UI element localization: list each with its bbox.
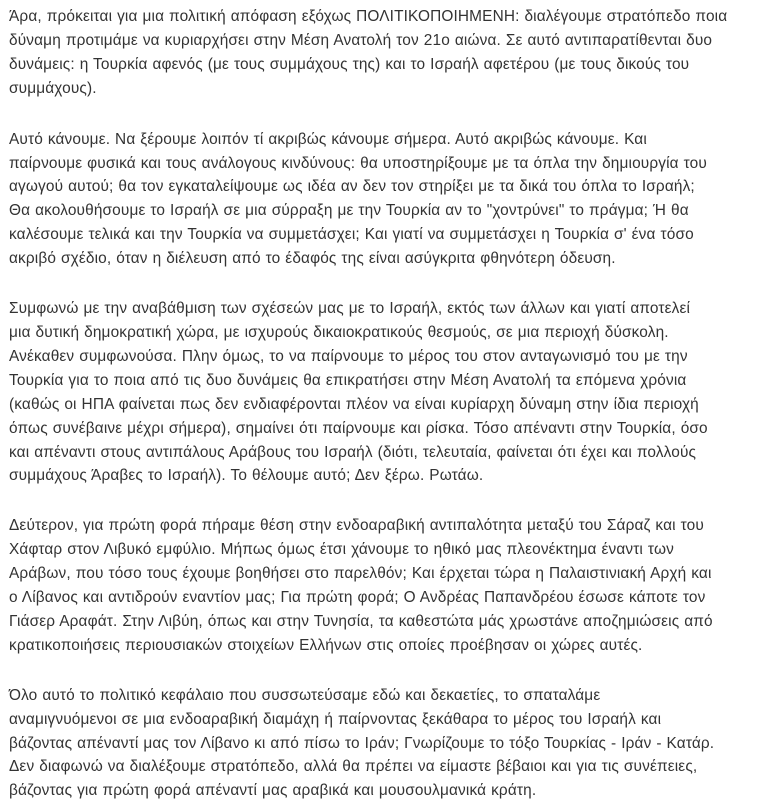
- paragraph: Άρα, πρόκειται για μια πολιτική απόφαση εξόχως ΠΟΛΙΤΙΚΟΠΟΙΗΜΕΝΗ: διαλέγουμε στρατόπεδο ποια δύναμη προτιμάμε να κυριαρχήσει στην Μέση Ανατολή τον 21ο αιώνα. Σε αυτό αντιπαρατίθενται δυο δυνάμεις: η Τουρκία αφενός (με τους συμμάχους της) και το Ισραήλ αφετέρου (με τους δικούς του συμμάχους).: [9, 8, 728, 97]
- article-body: [9, 0, 771, 803]
- paragraph: Συμφωνώ με την αναβάθμιση των σχέσεών μας με το Ισραήλ, εκτός των άλλων και γιατί αποτελεί μια δυτική δημοκρατική χώρα, με ισχυρούς δικαιοκρατικούς θεσμούς, σε μια περιοχή δύσκολη. Ανέκαθεν συμφωνούσα. Πλην όμως, το να παίρνουμε το μέρος του στον ανταγωνισμό του με την Τουρκία για το ποια από τις δυο δυνάμεις θα επικρατήσει στην Μέση Ανατολή τα επόμενα χρόνια (καθώς οι ΗΠΑ φαίνεται πως δεν ενδιαφέρονται πλέον να είναι κυρίαρχη δύναμη στην ίδια περιοχή όπως συνέβαινε μέχρι σήμερα), σημαίνει ότι παίρνουμε και ρίσκα. Τόσο απέναντι στην Τουρκία, όσο και απέναντι στους αντιπάλους Αράβους του Ισραήλ (διότι, τελευταία, φαίνεται ότι έχει και πολλούς συμμάχους Άραβες το Ισραήλ). Το θέλουμε αυτό; Δεν ξέρω. Ρωτάω.: [9, 300, 708, 485]
- paragraph: Δεύτερον, για πρώτη φορά πήραμε θέση στην ενδοαραβική αντιπαλότητα μεταξύ του Σάραζ και του Χάφταρ στον Λιβυκό εμφύλιο. Μήπως όμως έτσι χάνουμε το ηθικό μας πλεονέκτημα έναντι των Αράβων, που τόσο τους έχουμε βοηθήσει στο παρελθόν; Και έρχεται τώρα η Παλαιστινιακή Αρχή και ο Λίβανος και αντιδρούν εναντίον μας; Για πρώτη φορά; Ο Ανδρέας Παπανδρέου έσωσε κάποτε τον Γιάσερ Αραφάτ. Στην Λιβύη, όπως και στην Τυνησία, τα καθεστώτα μάς χρωστάνε αποζημιώσεις από κρατικοποιήσεις περιουσιακών στοιχείων Ελλήνων στις οποίες προέβησαν οι χώρες αυτές.: [9, 517, 713, 654]
- paragraph: Αυτό κάνουμε. Να ξέρουμε λοιπόν τί ακριβώς κάνουμε σήμερα. Αυτό ακριβώς κάνουμε. Και παίρνουμε φυσικά και τους ανάλογους κινδύνους: θα υποστηρίξουμε με τα όπλα την δημιουργία του αγωγού αυτού; θα τον εγκαταλείψουμε ως ιδέα αν δεν τον στηρίξει με τα δικά του όπλα το Ισραήλ; Θα ακολουθήσουμε το Ισραήλ σε μια σύρραξη με την Τουρκία αν το "χοντρύνει" το πράγμα; Ή θα καλέσουμε τελικά και την Τουρκία να συμμετάσχει; Και γιατί να συμμετάσχει η Τουρκία σ' ένα τόσο ακριβό σχέδιο, όταν η διέλευση από το έδαφός της είναι ασύγκριτα φθηνότερη όδευση.: [9, 130, 707, 268]
- paragraph: Όλο αυτό το πολιτικό κεφάλαιο που συσσωτεύσαμε εδώ και δεκαετίες, το σπαταλάμε αναμιγνυόμενοι σε μια ενδοαραβική διαμάχη ή παίρνοντας ξεκάθαρα το μέρος του Ισραήλ και βάζοντας απέναντί μας τον Λίβανο κι από πίσω το Ιράν; Γνωρίζουμε το τόξο Τουρκίας - Ιράν - Κατάρ. Δεν διαφωνώ να διαλέξουμε στρατόπεδο, αλλά θα πρέπει να είμαστε βέβαιοι και για τις συνέπειες, βάζοντας για πρώτη φορά απέναντί μας αραβικά και μουσουλμανικά κράτη.: [9, 686, 715, 800]
